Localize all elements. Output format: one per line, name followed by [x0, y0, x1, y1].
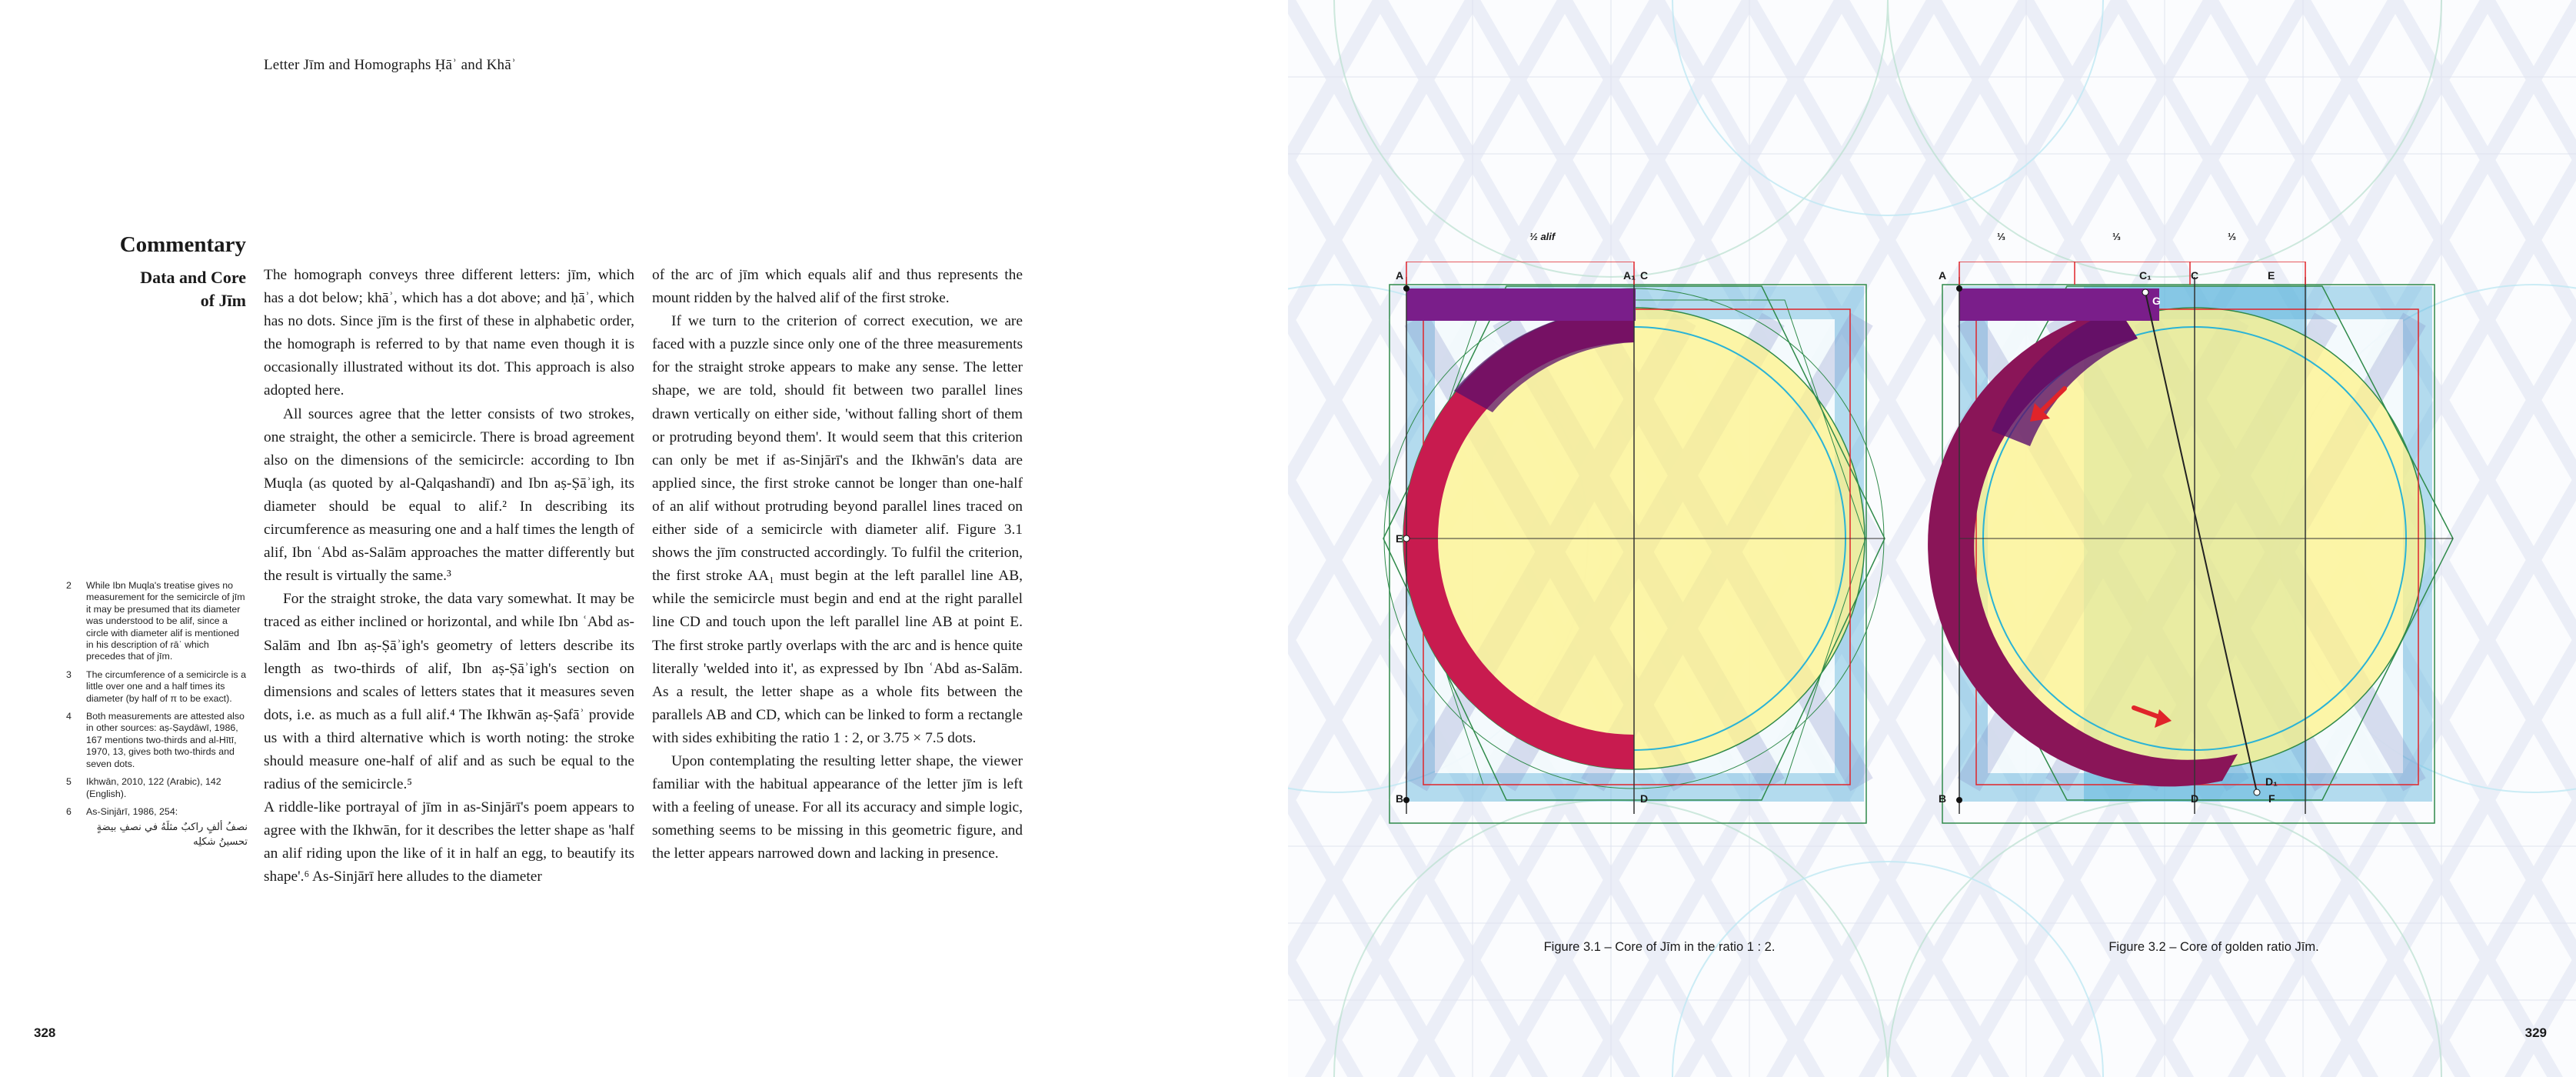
page-number-left: 328 — [34, 1025, 56, 1040]
page-number-right: 329 — [2524, 1025, 2547, 1040]
dimension-label-third-2: ⅓ — [2112, 231, 2121, 242]
paragraph: The homograph conveys three different letters: jīm, which has a dot below; khāʾ, which has a dot above; and ḥāʾ, which has no dots. Since jīm is the first of these in alphabetic order, the homograph is referred to by that name even though it is occasionally illustrated without its dot. This approach is also adopted here. — [264, 267, 634, 399]
footnote-number: 3 — [66, 669, 72, 680]
point-label-c: C — [2191, 269, 2199, 282]
section-subheading — [85, 266, 246, 312]
footnote-text: Ikhwān, 2010, 122 (Arabic), 142 (English). — [86, 776, 221, 799]
paragraph: A riddle-like portrayal of jīm in as-Sinjārī's poem appears to agree with the Ikhwān, for it describes the letter shape as 'half an alif riding upon the like of it in half an egg, to beautify its shape'.⁶ As-Sinjārī here alludes to the diameter — [264, 799, 634, 885]
footnote — [66, 806, 248, 849]
figure-3-2-diagram — [1915, 262, 2468, 831]
footnote-number: 2 — [66, 580, 72, 591]
paragraph: All sources agree that the letter consists of two strokes, one straight, the other a semicircle. There is broad agreement also on the dimensions of the semicircle: according to Ibn Muqla (as quoted by al-Qalqashandī) and Ibn aṣ-Ṣāʾigh, its diameter should be equal to alif.² In describing its circumference as measuring one and a half times the length of alif, Ibn ʿAbd as-Salām approaches the matter differently but the result is virtually the same.³ — [264, 405, 634, 585]
footnote-text: While Ibn Muqla's treatise gives no measurement for the semicircle of jīm it may be presumed that its diameter was understood to be alif, since a circle with diameter alif is mentioned in his description of rāʾ which precedes that of jīm. — [86, 580, 245, 662]
body-column-2 — [652, 264, 1023, 865]
footnote — [66, 711, 248, 770]
point-label-b: B — [1396, 792, 1404, 805]
body-column-1 — [264, 264, 634, 889]
right-page — [1288, 0, 2576, 1077]
paragraph: Upon contemplating the resulting letter shape, the viewer familiar with the habitual appearance of the letter jīm is left with a feeling of unease. For all its accuracy and simple logic, something seems to be missing in this geometric figure, and the letter appears narrowed down and lacking in presence. — [652, 752, 1023, 862]
footnote-text: The circumference of a semicircle is a little over one and a half times its diameter (by half of π to be exact). — [86, 669, 246, 704]
paragraph: If we turn to the criterion of correct execution, we are faced with a puzzle since only one of the three measurements for the straight stroke appears to make any sense. The letter shape, we are told, should fit between two parallel lines drawn vertically on either side, 'without falling short of them or protruding beyond them'. It would seem that this criterion can only be met if as-Sinjārī's and the Ikhwān's data are applied since, the first stroke cannot be longer than one-half of an alif without protruding beyond parallel lines traced on either side of a semicircle with diameter alif. Figure 3.1 shows the jīm constructed accordingly. To fulfil the criterion, the first stroke AA₁ must begin at the left parallel line AB, while the semicircle must begin and end at the right parallel line CD and touch upon the left parallel line AB at point E. The first stroke partly overlaps with the arc and is hence quite literally 'welded into it', as expressed by Ibn ʿAbd as-Salām. As a result, the letter shape as a whole fits between the parallels AB and CD, which can be linked to form a rectangle with sides exhibiting the ratio 1 : 2, or 3.75 × 7.5 dots. — [652, 313, 1023, 746]
point-label-b: B — [1939, 792, 1947, 805]
figure-3-1-caption: Figure 3.1 – Core of Jīm in the ratio 1 : 2. — [1543, 940, 1776, 954]
footnote — [66, 776, 248, 800]
footnote-number: 6 — [66, 805, 72, 817]
footnote-text: As-Sinjārī, 1986, 254: — [86, 805, 178, 817]
footnote-arabic-verse: نصفُ ألفٍ راكبٌ مثلَهُ في نصفِ بيضةٍ تحسينُ شكلِه — [96, 822, 248, 849]
footnote — [66, 669, 248, 705]
footnote — [66, 580, 248, 663]
running-head: Letter Jīm and Homographs Ḥāʾ and Khāʾ — [264, 57, 517, 73]
figure-3-2-caption: Figure 3.2 – Core of golden ratio Jīm. — [2108, 940, 2319, 954]
figure-3-1-diagram — [1362, 262, 1892, 831]
paragraph: For the straight stroke, the data vary somewhat. It may be traced as either inclined or horizontal, and while Ibn ʿAbd as-Salām and Ibn aṣ-Ṣāʾigh's geometry of letters describe its length as two-thirds of alif, Ibn aṣ-Ṣāʾigh's section on dimensions and scales of letters states that it measures seven dots, i.e. as much as a full alif.⁴ The Ikhwān aṣ-Ṣafāʾ provide us with a third alternative which is worth noting: the stroke should measure one-half of alif and as such be equal to the radius of the semicircle.⁵ — [264, 591, 634, 793]
footnote-number: 5 — [66, 776, 72, 788]
footnote-text: Both measurements are attested also in other sources: aṣ-Ṣaydāwī, 1986, 167 mentions two-thirds and al-Hītī, 1970, 13, gives both two-thirds and seven dots. — [86, 711, 245, 769]
point-label-d: D — [1640, 792, 1649, 805]
point-label-g: G — [2152, 295, 2161, 307]
dimension-label-third-3: ⅓ — [2228, 231, 2236, 242]
point-label-a: A — [1939, 269, 1947, 282]
footnotes — [66, 580, 248, 855]
point-label-f: F — [2268, 792, 2275, 805]
paragraph: of the arc of jīm which equals alif and thus represents the mount ridden by the halved alif of the first stroke. — [652, 267, 1023, 307]
point-label-d: D — [2191, 792, 2199, 805]
point-label-c: C — [1640, 269, 1649, 282]
dimension-label-third-1: ⅓ — [1997, 231, 2005, 242]
point-label-a1: A₁ — [1623, 269, 1636, 282]
point-label-d1: D₁ — [2265, 775, 2278, 788]
subheading-line-2: of Jīm — [200, 291, 246, 310]
footnote-number: 4 — [66, 711, 72, 722]
dimension-label-half-alif: ½ alif — [1529, 231, 1556, 242]
point-label-e: E — [2268, 269, 2275, 282]
commentary-heading: Commentary — [119, 232, 246, 257]
point-label-e: E — [1396, 532, 1403, 545]
point-label-a: A — [1396, 269, 1404, 282]
subheading-line-1: Data and Core — [140, 268, 246, 287]
point-label-c1: C₁ — [2139, 269, 2152, 282]
